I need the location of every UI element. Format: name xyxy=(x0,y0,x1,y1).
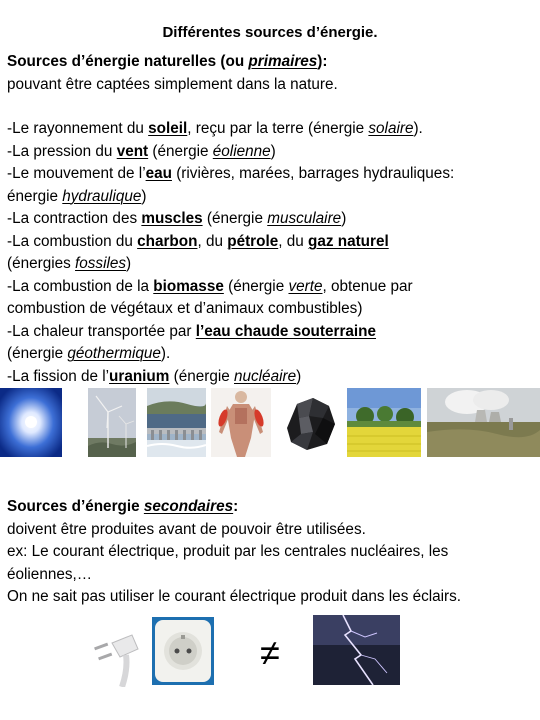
list-item-water: -Le mouvement de l’eau (rivières, marées, barrages hydrauliques: xyxy=(7,165,455,182)
muscles-photo xyxy=(211,388,271,457)
list-item-sun: -Le rayonnement du soleil, reçu par la terre (énergie solaire). xyxy=(7,120,423,137)
list-item-nuclear: -La fission de l’uranium (énergie nucléaire) xyxy=(7,367,302,385)
list-item-biomass: -La combustion de la biomasse (énergie verte, obtenue par xyxy=(7,277,413,295)
list-item-fossil-cont: (énergies fossiles) xyxy=(7,255,132,272)
dam-photo xyxy=(147,388,206,457)
secondary-line-2: ex: Le courant électrique, produit par les centrales nucléaires, les xyxy=(7,543,449,560)
secondary-line-4: On ne sait pas utiliser le courant électrique produit dans les éclairs. xyxy=(7,588,462,605)
secondary-line-3: éoliennes,… xyxy=(7,565,93,583)
list-item-wind: -La pression du vent (énergie éolienne) xyxy=(7,142,276,160)
list-item-geothermal-cont: (énergie géothermique). xyxy=(7,345,171,362)
primary-description: pouvant être captées simplement dans la nature. xyxy=(7,75,338,93)
primary-heading: Sources d’énergie naturelles (ou primaires): xyxy=(7,53,328,70)
list-item-biomass-cont: combustion de végétaux et d’animaux combustibles) xyxy=(7,300,363,317)
biomass-field-photo xyxy=(347,388,421,457)
page-title: Différentes sources d’énergie. xyxy=(162,24,378,41)
nuclear-plant-photo xyxy=(427,388,540,457)
list-item-fossil: -La combustion du charbon, du pétrole, du gaz naturel xyxy=(7,232,389,250)
sun-photo xyxy=(0,388,62,457)
list-item-geothermal: -La chaleur transportée par l’eau chaude souterraine xyxy=(7,322,377,340)
secondary-line-1: doivent être produites avant de pouvoir être utilisées. xyxy=(7,520,366,538)
secondary-sources-section xyxy=(7,496,535,609)
primary-sources-section xyxy=(7,51,535,96)
wind-turbine-photo xyxy=(88,388,136,457)
list-item-water-cont: énergie hydraulique) xyxy=(7,187,147,205)
secondary-heading: Sources d’énergie secondaires: xyxy=(7,498,239,515)
lightning-photo xyxy=(313,615,400,685)
wall-socket-photo xyxy=(152,617,214,685)
electric-plug-photo xyxy=(92,621,144,687)
energy-list xyxy=(7,118,535,388)
not-equal-symbol: ≠ xyxy=(260,632,280,673)
coal-photo xyxy=(279,388,339,457)
list-item-muscles: -La contraction des muscles (énergie musculaire) xyxy=(7,210,347,227)
